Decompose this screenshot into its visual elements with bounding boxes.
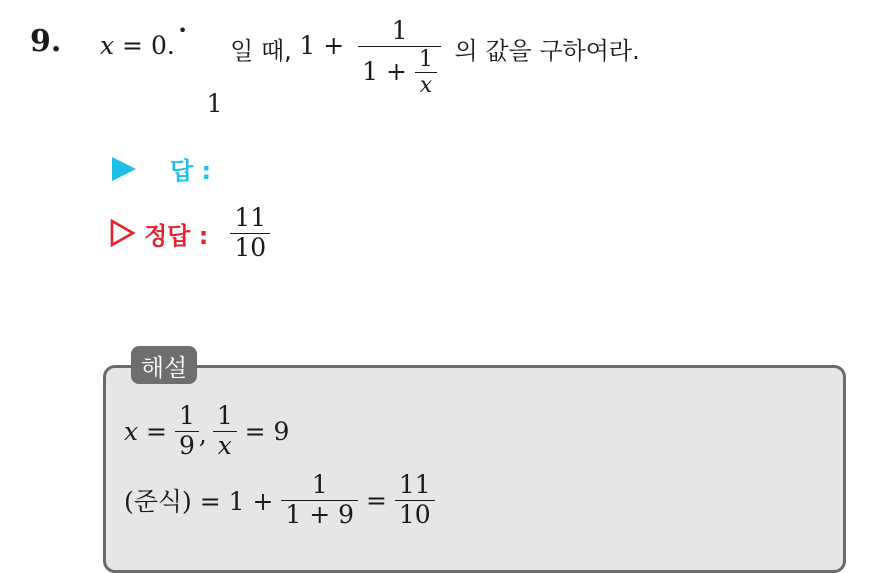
repeat-digit: 1 bbox=[206, 89, 223, 118]
fraction-denominator bbox=[358, 47, 441, 99]
repeating-dot: • bbox=[177, 21, 188, 40]
inner-denominator: x bbox=[419, 73, 433, 99]
solution-box bbox=[103, 365, 846, 573]
solution-fraction-one-over-x bbox=[213, 402, 237, 461]
question-stem bbox=[100, 16, 640, 118]
solution-frac2-num: 1 bbox=[216, 401, 233, 430]
solution-result-den: 10 bbox=[398, 499, 431, 529]
answer-row[interactable] bbox=[112, 151, 211, 186]
solution-line-1 bbox=[124, 402, 289, 461]
filled-triangle-icon bbox=[112, 157, 136, 181]
correct-answer-label: 정답 : bbox=[144, 221, 209, 250]
solution-result-fraction bbox=[395, 471, 435, 530]
solution-line-2 bbox=[124, 471, 435, 530]
solution-frac1-den: 9 bbox=[178, 430, 195, 460]
inner-numerator: 1 bbox=[418, 46, 433, 72]
correct-denominator: 10 bbox=[234, 232, 267, 262]
solution-equals-nine: = 9 bbox=[236, 416, 290, 446]
solution-result-num: 11 bbox=[398, 470, 431, 499]
solution-expression-prefix: (준식) = 1 + bbox=[124, 487, 282, 517]
solution-frac3-num: 1 bbox=[311, 470, 328, 499]
solution-frac1-num: 1 bbox=[178, 401, 195, 430]
solution-fraction-sum bbox=[281, 471, 358, 530]
variable-x: x bbox=[100, 31, 115, 60]
solution-variable-x: x bbox=[124, 416, 139, 446]
inner-fraction bbox=[415, 47, 437, 99]
fraction-numerator: 1 bbox=[391, 16, 408, 45]
repeating-decimal-digit bbox=[175, 21, 223, 147]
correct-answer-row bbox=[110, 204, 270, 263]
condition-text: 일 때, bbox=[222, 37, 300, 65]
solution-tag: 해설 bbox=[131, 346, 197, 384]
one-plus: 1 + bbox=[299, 31, 353, 60]
solution-comma: , bbox=[198, 419, 207, 449]
solution-equals-2: = bbox=[358, 485, 395, 515]
equals-decimal: = 0. bbox=[114, 31, 175, 60]
correct-answer-fraction bbox=[230, 204, 270, 263]
correct-numerator: 11 bbox=[234, 203, 267, 232]
continued-fraction bbox=[358, 17, 441, 98]
solution-equals: = bbox=[138, 416, 175, 446]
solution-fraction-one-ninth bbox=[175, 402, 199, 461]
solution-frac3-den: 1 + 9 bbox=[285, 499, 355, 529]
outline-triangle-icon bbox=[110, 219, 136, 247]
question-number: 9. bbox=[30, 24, 62, 59]
answer-label: 답 : bbox=[170, 157, 212, 185]
denominator-one-plus: 1 + bbox=[362, 57, 415, 87]
solution-frac2-den: x bbox=[217, 430, 232, 460]
ask-text: 의 값을 구하여라. bbox=[446, 37, 640, 65]
